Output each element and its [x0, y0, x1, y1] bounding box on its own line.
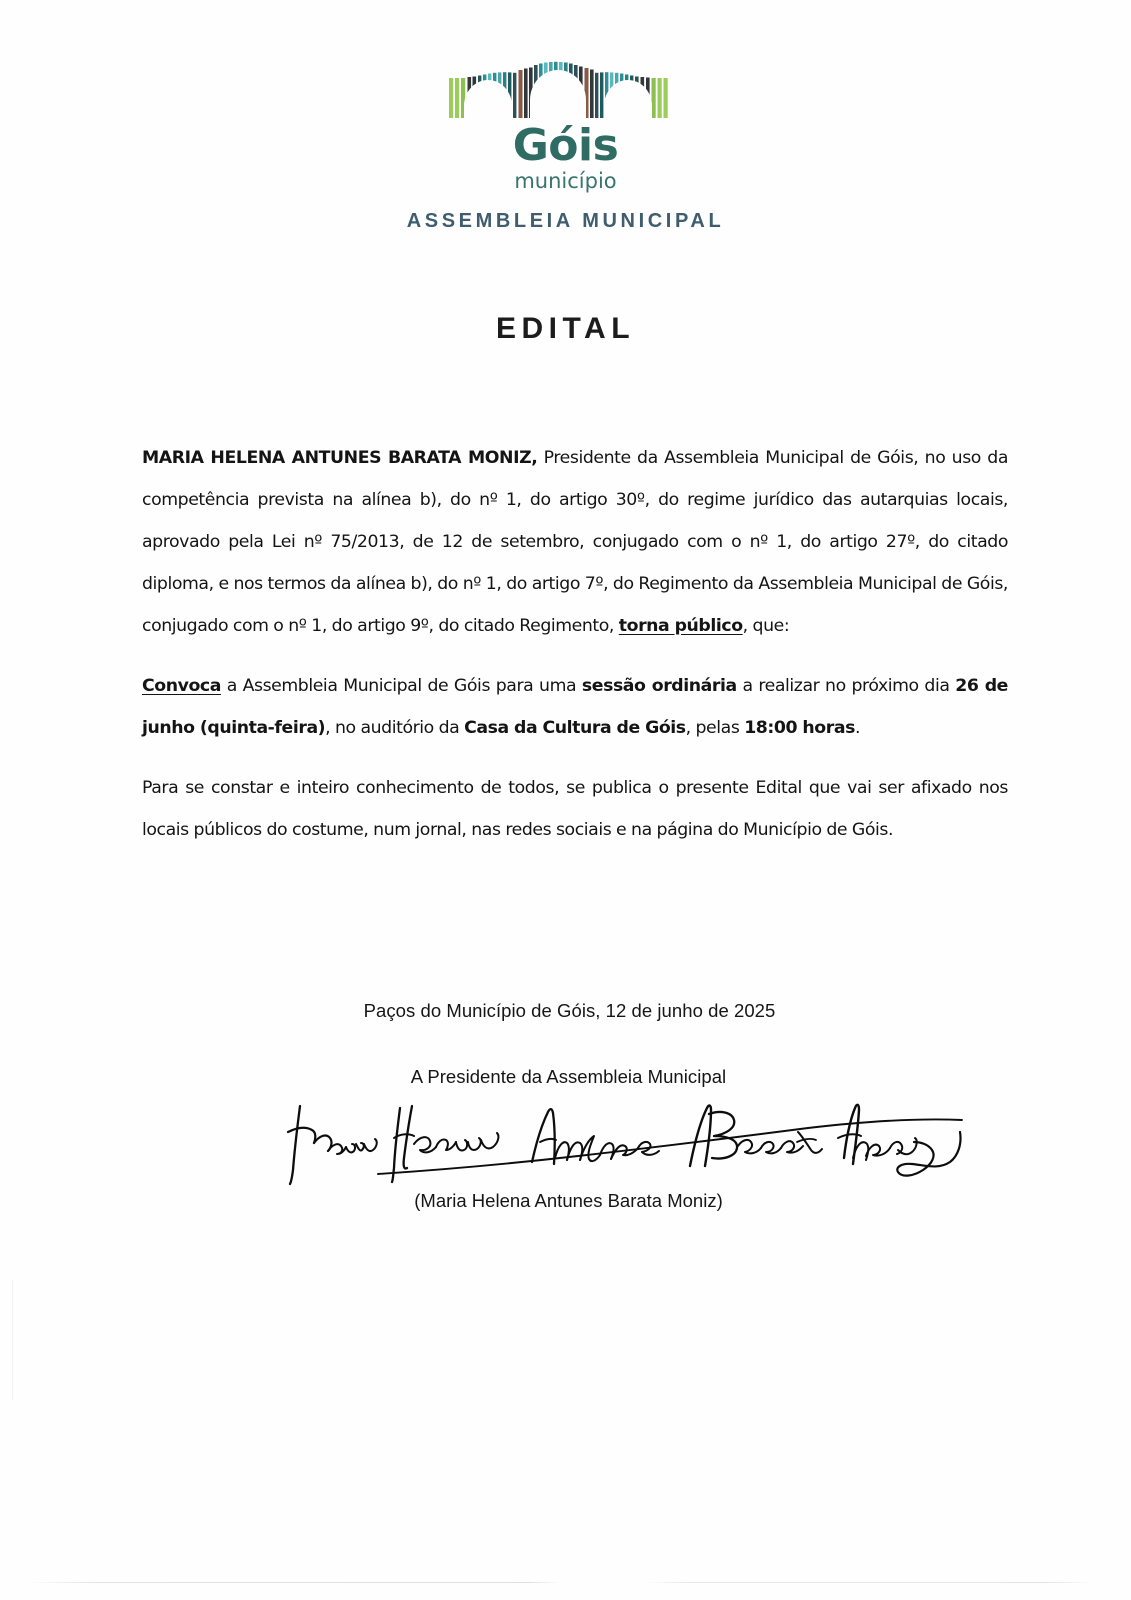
letterhead — [0, 0, 1131, 233]
convoca-emphasis: Convoca — [142, 676, 221, 696]
signatory-printed-name: (Maria Helena Antunes Barata Moniz) — [414, 1190, 723, 1211]
closing-block — [0, 1000, 1131, 1212]
convoca-text-c: a realizar no próximo dia — [736, 676, 956, 696]
convoca-text-i: . — [854, 718, 861, 738]
logo-subword: município — [514, 169, 617, 193]
letterhead-department: ASSEMBLEIA MUNICIPAL — [406, 210, 725, 233]
scan-edge-artifact-left — [12, 1280, 13, 1400]
convoca-text-e: , no auditório da — [325, 718, 465, 738]
torna-publico-emphasis: torna público — [618, 616, 743, 636]
logo-wordmark: Góis — [512, 120, 619, 171]
page-title: EDITAL — [495, 312, 636, 345]
gois-bridge-arches-logo — [446, 56, 686, 118]
president-name: MARIA HELENA ANTUNES BARATA MONIZ, — [142, 448, 538, 468]
session-date: 26 de junho (quinta-feira) — [142, 676, 1008, 738]
torna-publico-suffix: , que: — [742, 616, 790, 636]
signatory-role: A Presidente da Assembleia Municipal — [410, 1066, 727, 1087]
convoca-text-a: a Assembleia Municipal de Góis para uma — [220, 676, 582, 696]
preamble-text: Presidente da Assembleia Municipal de Góis, no uso da competência prevista na alínea b), do nº 1, do artigo 30º, do regime jurídico das autarquias locais, aprovado pela Lei nº 75/2013, de 12 de setembro, conjugado com o nº 1, do artigo 27º, do citado diploma, e nos termos da alínea b), do nº 1, do artigo 7º, do Regimento da Assembleia Municipal de Góis, conjugado com o nº 1, do artigo 9º, do citado Regimento, — [142, 448, 1008, 636]
session-venue: Casa da Cultura de Góis — [464, 718, 686, 738]
place-and-date: Paços do Município de Góis, 12 de junho de 2025 — [363, 1000, 776, 1021]
document-body — [142, 437, 1008, 851]
signature-area — [0, 1092, 1131, 1188]
paragraph-preamble — [142, 437, 1008, 647]
paragraph-convocation — [142, 665, 1008, 749]
session-time: 18:00 horas — [744, 718, 855, 738]
scan-edge-artifact — [28, 1582, 1093, 1583]
paragraph-publication: Para se constar e inteiro conhecimento de todos, se publica o presente Edital que vai ser afixado nos locais públicos do costume, num jornal, nas redes sociais e na página do Município de Góis. — [142, 778, 1008, 840]
convoca-text-g: , pelas — [685, 718, 745, 738]
handwritten-signature — [278, 1092, 968, 1188]
session-type: sessão ordinária — [581, 676, 737, 696]
